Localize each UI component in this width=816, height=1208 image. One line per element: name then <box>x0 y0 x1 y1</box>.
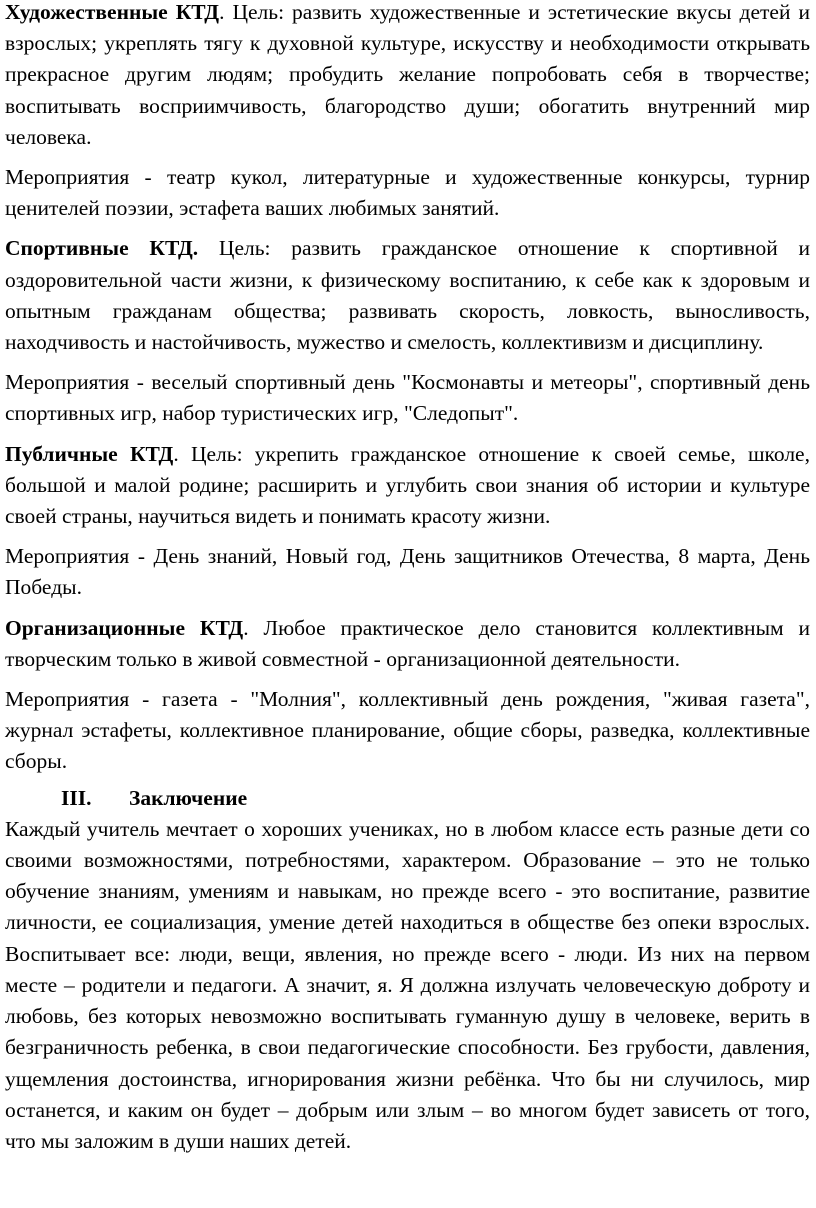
artistic-ktd-text: . Цель: развить художественные и эстетические вкусы детей и взрослых; укреплять тягу к духовной культуре, искусству и необходимости открывать прекрасное другим людям; пробудить желание попробовать себя в творчестве; воспитывать восприимчивость, благородство души; обогатить внутренний мир человека. <box>5 0 810 149</box>
organizational-ktd-text: . Любое практическое дело становится коллективным и творческим только в живой совместной - организационной деятельности. <box>5 615 810 671</box>
sports-ktd-text: Цель: развить гражданское отношение к спортивной и оздоровительной части жизни, к физическому воспитанию, к себе как к здоровым и опытным гражданам общества; развивать скорость, ловкость, выносливость, находчивость и настойчивость, мужество и смелость, коллективизм и дисциплину. <box>5 236 810 355</box>
conclusion-heading <box>5 783 810 814</box>
artistic-ktd-title: Художественные КТД <box>5 0 220 24</box>
organizational-ktd-paragraph <box>5 613 810 675</box>
artistic-ktd-events: Мероприятия - театр кукол, литературные и художественные конкурсы, турнир ценителей поэзии, эстафета ваших любимых занятий. <box>5 165 810 221</box>
public-ktd-title: Публичные КТД <box>5 441 174 466</box>
organizational-ktd-events: Мероприятия - газета - "Молния", коллективный день рождения, "живая газета", журнал эстафеты, коллективное планирование, общие сборы, разведка, коллективные сборы. <box>5 687 810 774</box>
sports-ktd-title: Спортивные КТД. <box>5 236 199 261</box>
public-ktd-text: . Цель: укрепить гражданское отношение к своей семье, школе, большой и малой родине; расширить и углубить свои знания об истории и культуре своей страны, научиться видеть и понимать красоту жизни. <box>5 441 810 529</box>
sports-ktd-paragraph <box>5 233 810 358</box>
public-ktd-events: Мероприятия - День знаний, Новый год, День защитников Отечества, 8 марта, День Победы. <box>5 544 810 600</box>
public-ktd-paragraph <box>5 439 810 533</box>
conclusion-title: Заключение <box>129 785 248 810</box>
conclusion-number: III. <box>61 785 92 810</box>
conclusion-text: Каждый учитель мечтает о хороших учениках, но в любом классе есть разные дети со своими возможностями, потребностями, характером. Образование – это не только обучение знаниям, умениям и навыкам, но прежде всего - это воспитание, развитие личности, ее социализация, умение детей находиться в обществе без опеки взрослых. Воспитывает все: люди, вещи, явления, но прежде всего - люди. Из них на первом месте – родители и педагоги. А значит, я. Я должна излучать человеческую доброту и любовь, без которых невозможно воспитывать гуманную душу в человеке, верить в безграничность ребенка, в свои педагогические способности. Без грубости, давления, ущемления достоинства, игнорирования жизни ребёнка. Что бы ни случилось, мир останется, и каким он будет – добрым или злым – во многом будет зависеть от того, что мы заложим в души наших детей. <box>5 816 810 1153</box>
organizational-ktd-title: Организационные КТД <box>5 615 244 640</box>
sports-ktd-events: Мероприятия - веселый спортивный день "Космонавты и метеоры", спортивный день спортивных игр, набор туристических игр, "Следопыт". <box>5 370 810 426</box>
artistic-ktd-paragraph <box>5 0 810 153</box>
